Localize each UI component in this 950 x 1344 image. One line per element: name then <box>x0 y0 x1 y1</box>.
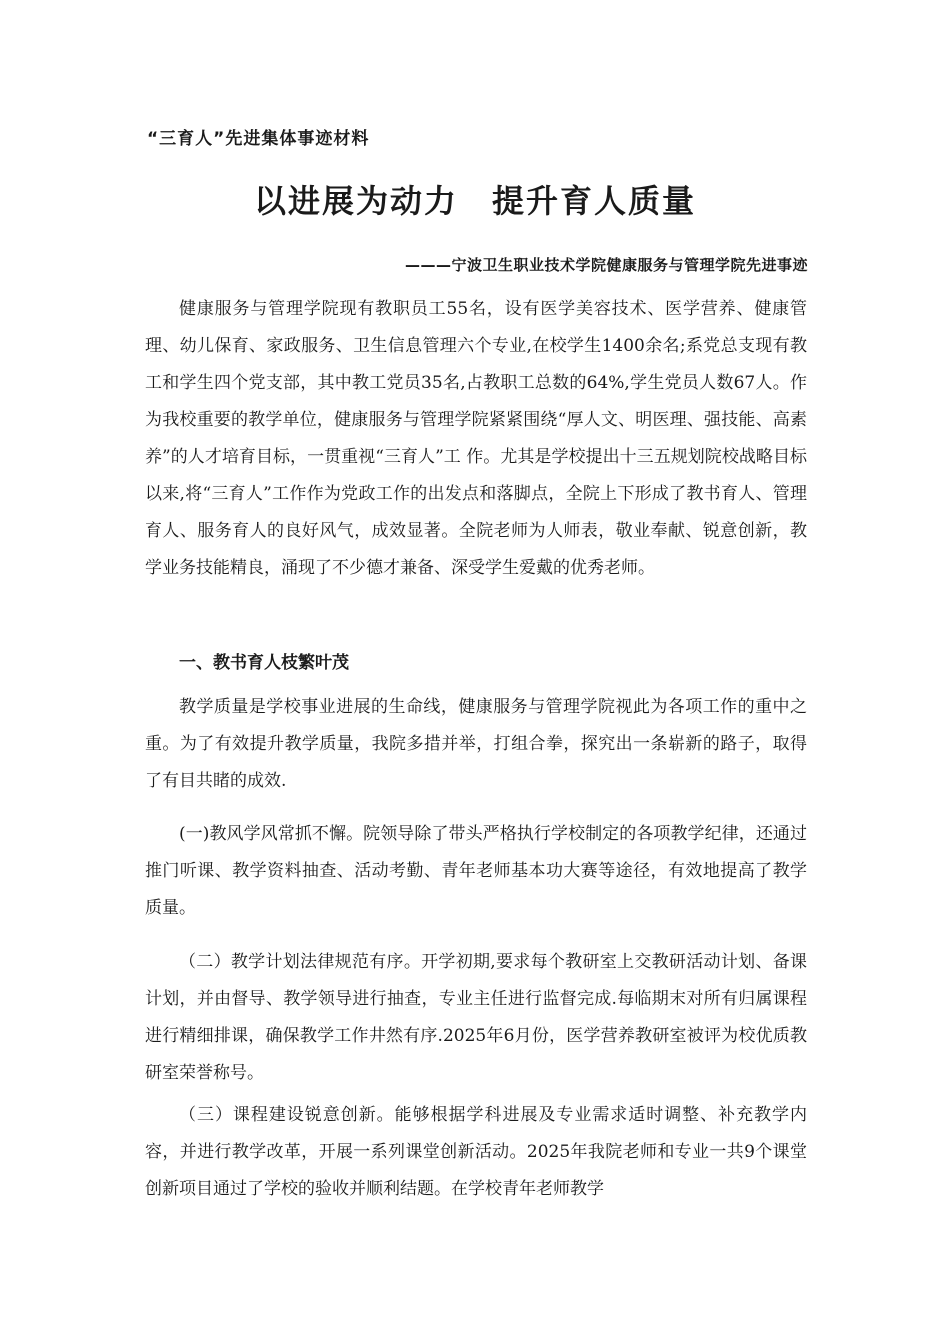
document-subtitle: ———宁波卫生职业技术学院健康服务与管理学院先进事迹 <box>404 256 808 274</box>
paragraph-subsection-3: （三）课程建设锐意创新。能够根据学科进展及专业需求适时调整、补充教学内容，并进行教学改革，开展一系列课堂创新活动。2025年我院老师和专业一共9个课堂创新项目通过了学校的验收并顺利结题。在学校青年老师教学 <box>145 1105 807 1199</box>
paragraph-subsection-2: （二）教学计划法律规范有序。开学初期,要求每个教研室上交教研活动计划、备课计划，并由督导、教学领导进行抽查，专业主任进行监督完成.每临期末对所有归属课程进行精细排课，确保教学工作井然有序.2025年6月份，医学营养教研室被评为校优质教研室荣誉称号。 <box>145 952 807 1083</box>
section-heading-1: 一、教书育人枝繁叶茂 <box>179 653 349 673</box>
paragraph-intro: 健康服务与管理学院现有教职员工55名，设有医学美容技术、医学营养、健康管理、幼儿保育、家政服务、卫生信息管理六个专业,在校学生1400余名;系党总支现有教工和学生四个党支部，其中教工党员35名,占教职工总数的64%,学生党员人数67人。作为我校重要的教学单位，健康服务与管理学院紧紧围绕“厚人文、明医理、强技能、高素养”的人才培育目标，一贯重视“三育人”工 作。尤其是学校提出十三五规划院校战略目标以来,将“三育人”工作作为党政工作的出发点和落脚点，全院上下形成了教书育人、管理育人、服务育人的良好风气，成效显著。全院老师为人师表，敬业奉献、锐意创新，教学业务技能精良，涌现了不少德才兼备、深受学生爱戴的优秀老师。 <box>145 299 807 578</box>
document-title: 以进展为动力 提升育人质量 <box>253 182 696 220</box>
paragraph-subsection-1: (一)教风学风常抓不懈。院领导除了带头严格执行学校制定的各项教学纪律，还通过推门听课、教学资料抽查、活动考勤、青年老师基本功大赛等途径，有效地提高了教学质量。 <box>145 824 807 918</box>
document-label: “三育人”先进集体事迹材料 <box>147 129 370 149</box>
paragraph-teaching-quality: 教学质量是学校事业进展的生命线，健康服务与管理学院视此为各项工作的重中之重。为了有效提升教学质量，我院多措并举，打组合拳，探究出一条崭新的路子，取得了有目共睹的成效. <box>145 697 807 791</box>
